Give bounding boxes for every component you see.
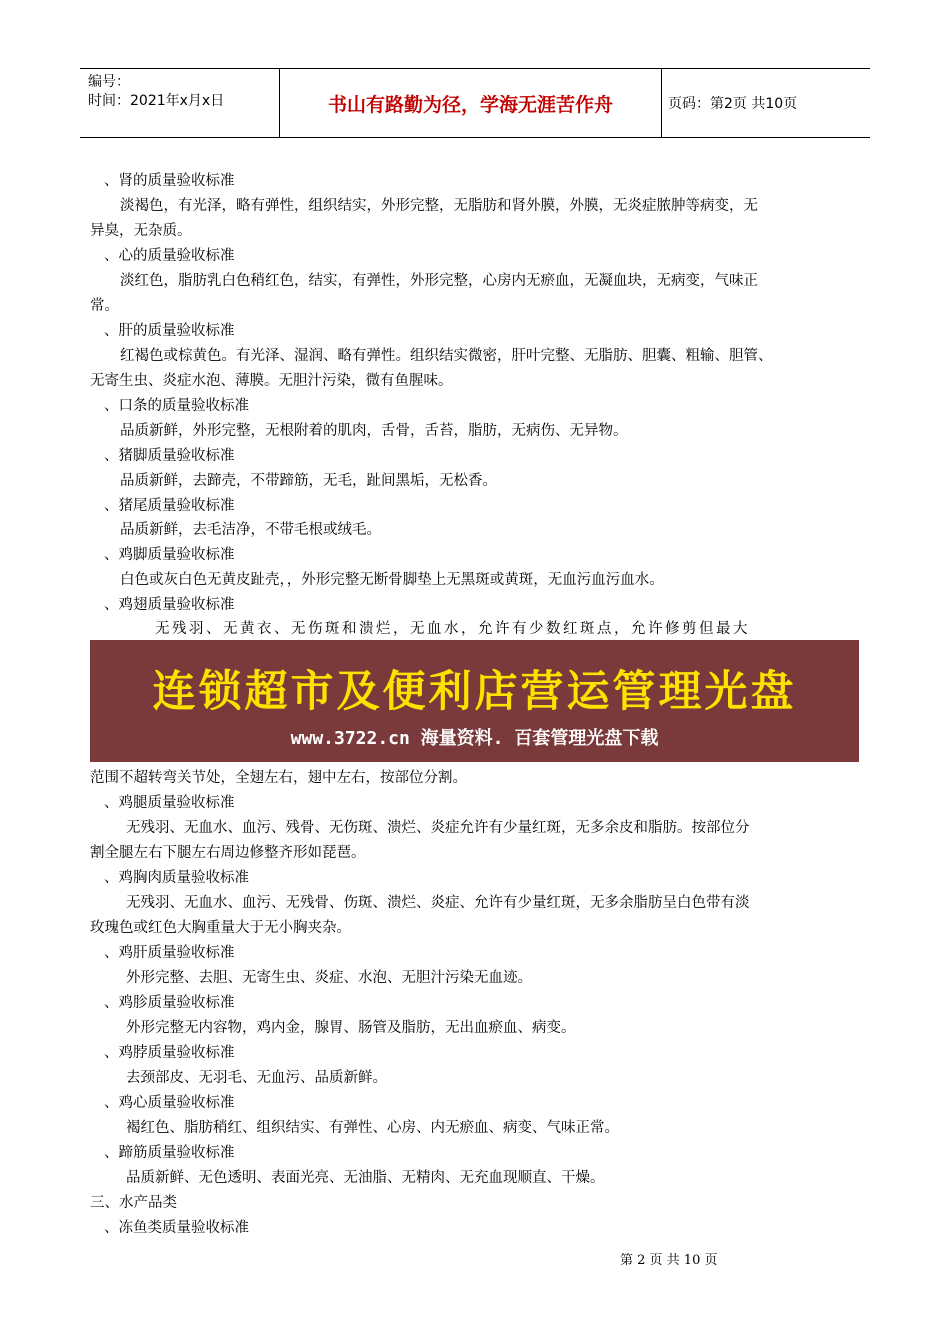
section-heading: 、肾的质量验收标准 xyxy=(104,173,235,189)
page-footer: 第 2 页 共 10 页 xyxy=(620,1253,718,1268)
section-heading: 、鸡胗质量验收标准 xyxy=(104,995,235,1011)
paragraph-line: 品质新鲜，去蹄壳，不带蹄筋，无毛，趾间黑垢，无松香。 xyxy=(120,473,497,489)
section-heading: 、猪尾质量验收标准 xyxy=(104,498,235,514)
section-heading: 、口条的质量验收标准 xyxy=(104,398,249,414)
document-date: 时间：2021年x月x日 xyxy=(88,93,225,109)
paragraph-line: 白色或灰白色无黄皮趾壳，，外形完整无断骨脚垫上无黑斑或黄斑，无血污血污血水。 xyxy=(120,572,664,588)
section-heading: 、鸡肝质量验收标准 xyxy=(104,945,235,961)
paragraph-line: 玫瑰色或红色大胸重量大于无小胸夹杂。 xyxy=(90,920,351,936)
header-page-info: 页码：第2页 共10页 xyxy=(668,96,798,112)
advertisement-banner[interactable] xyxy=(90,640,859,762)
paragraph-line: 去颈部皮、无羽毛、无血污、品质新鲜。 xyxy=(126,1070,387,1086)
section-heading: 、鸡脖质量验收标准 xyxy=(104,1045,235,1061)
paragraph-line: 无寄生虫、炎症水泡、薄膜。无胆汁污染，微有鱼腥味。 xyxy=(90,373,453,389)
document-number-label: 编号： xyxy=(88,74,130,90)
paragraph-line: 品质新鲜，去毛洁净，不带毛根或绒毛。 xyxy=(120,522,381,538)
paragraph-line: 褐红色、脂肪稍红、组织结实、有弹性、心房、内无瘀血、病变、气味正常。 xyxy=(126,1120,619,1136)
paragraph-line: 无残羽、无血水、血污、无残骨、伤斑、溃烂、炎症、允许有少量红斑，无多余脂肪呈白色带有淡 xyxy=(126,895,750,911)
paragraph-line: 品质新鲜、无色透明、表面光亮、无油脂、无精肉、无充血现顺直、干燥。 xyxy=(126,1170,605,1186)
paragraph-line: 外形完整无内容物，鸡内金，腺胃、肠管及脂肪，无出血瘀血、病变。 xyxy=(126,1020,576,1036)
paragraph-line: 割全腿左右下腿左右周边修整齐形如琵琶。 xyxy=(90,845,366,861)
paragraph-line: 品质新鲜，外形完整，无根附着的肌肉，舌骨，舌苔，脂肪，无病伤、无异物。 xyxy=(120,423,628,439)
section-heading: 、心的质量验收标准 xyxy=(104,248,235,264)
section-heading: 、冻鱼类质量验收标准 xyxy=(104,1220,249,1236)
section-heading: 、猪脚质量验收标准 xyxy=(104,448,235,464)
paragraph-line: 常。 xyxy=(90,298,119,314)
section-heading: 、鸡心质量验收标准 xyxy=(104,1095,235,1111)
header-motto: 书山有路勤为径，学海无涯苦作舟 xyxy=(280,69,662,137)
section-heading: 、鸡脚质量验收标准 xyxy=(104,547,235,563)
section-heading: 、鸡腿质量验收标准 xyxy=(104,795,235,811)
paragraph-line: 异臭，无杂质。 xyxy=(90,223,192,239)
section-heading: 、蹄筋质量验收标准 xyxy=(104,1145,235,1161)
paragraph-line: 范围不超转弯关节处，全翅左右，翅中左右，按部位分割。 xyxy=(90,770,467,786)
paragraph-line: 淡红色，脂肪乳白色稍红色，结实，有弹性，外形完整，心房内无瘀血，无凝血块，无病变，气味正 xyxy=(120,273,758,289)
section-heading: 、鸡胸肉质量验收标准 xyxy=(104,870,249,886)
page-header xyxy=(80,68,870,138)
banner-subtitle: www.3722.cn 海量资料. 百套管理光盘下载 xyxy=(290,728,659,749)
section-heading: 、肝的质量验收标准 xyxy=(104,323,235,339)
paragraph-line: 淡褐色，有光泽，略有弹性，组织结实，外形完整，无脂肪和肾外膜，外膜，无炎症脓肿等病变，无 xyxy=(120,198,758,214)
chapter-heading: 三、水产品类 xyxy=(90,1195,177,1211)
section-heading: 、鸡翅质量验收标准 xyxy=(104,597,235,613)
paragraph-line: 无残羽、无血水、血污、残骨、无伤斑、溃烂、炎症允许有少量红斑，无多余皮和脂肪。按部位分 xyxy=(126,820,750,836)
banner-title: 连锁超市及便利店营运管理光盘 xyxy=(152,667,797,717)
paragraph-line: 无残羽、无黄衣、无伤斑和溃烂，无血水，允许有少数红斑点，允许修剪但最大 xyxy=(155,621,750,637)
paragraph-line: 外形完整、去胆、无寄生虫、炎症、水泡、无胆汁污染无血迹。 xyxy=(126,970,532,986)
paragraph-line: 红褐色或棕黄色。有光泽、湿润、略有弹性。组织结实微密，肝叶完整、无脂肪、胆囊、粗输、胆管、 xyxy=(120,348,773,364)
header-meta xyxy=(80,69,280,137)
